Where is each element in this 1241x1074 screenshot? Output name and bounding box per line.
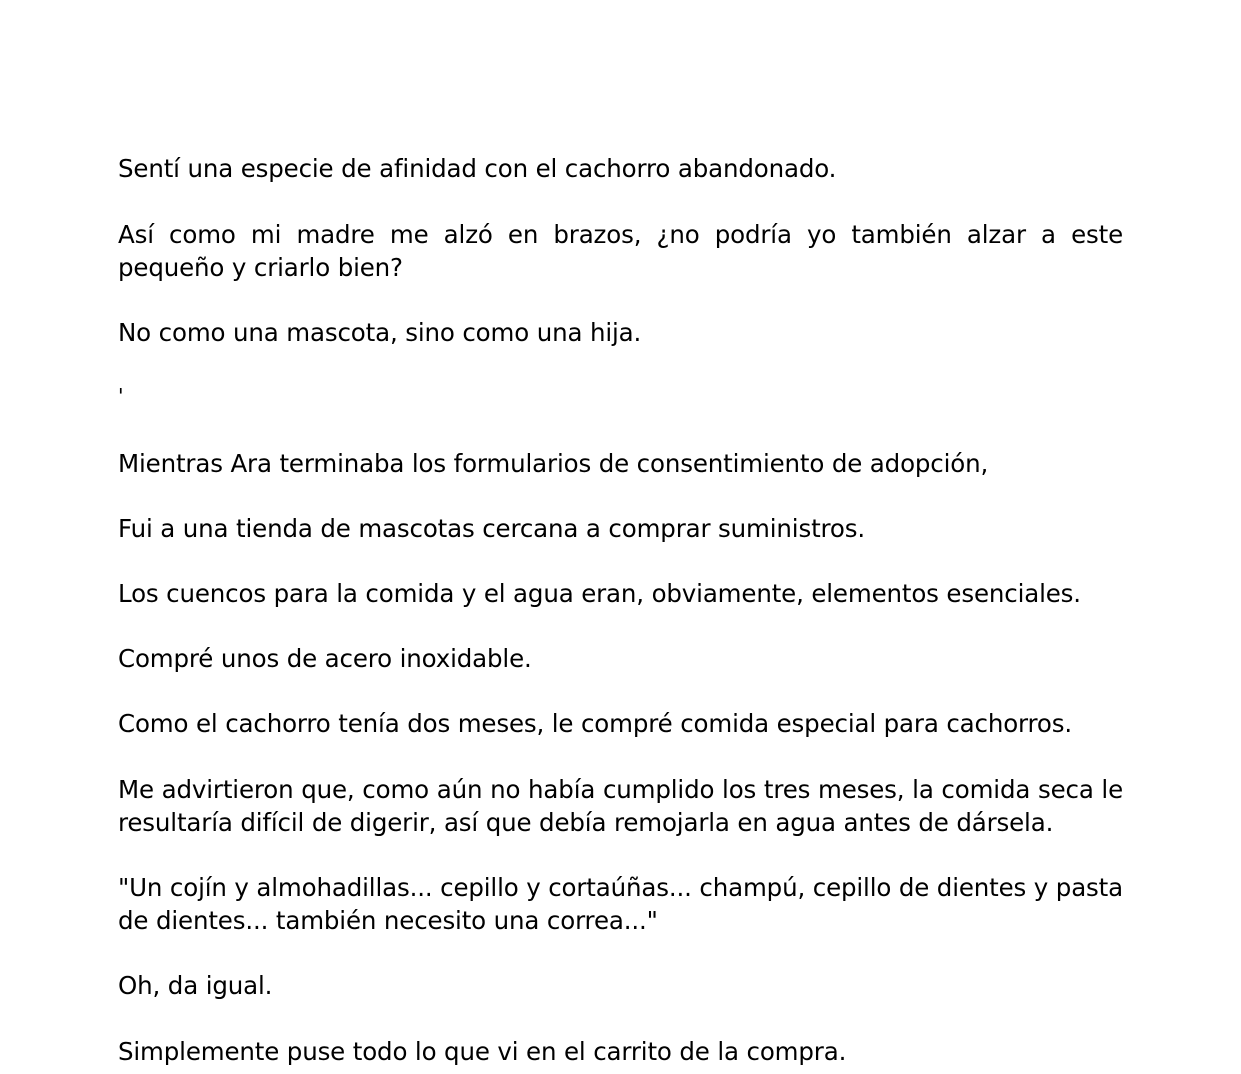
paragraph-2: Así como mi madre me alzó en brazos, ¿no podría yo también alzar a este pequeño y criarlo bien?	[118, 220, 1123, 282]
paragraph-4: Mientras Ara terminaba los formularios de consentimiento de adopción,	[118, 449, 989, 478]
paragraph-5: Fui a una tienda de mascotas cercana a comprar suministros.	[118, 514, 866, 543]
stray-mark: '	[118, 384, 124, 408]
paragraph-12: Simplemente puse todo lo que vi en el carrito de la compra.	[118, 1037, 847, 1066]
paragraph-9: Me advirtieron que, como aún no había cumplido los tres meses, la comida seca le resultaría difícil de digerir, así que debía remojarla en agua antes de dársela.	[118, 775, 1123, 837]
paragraph-3: No como una mascota, sino como una hija.	[118, 318, 642, 347]
paragraph-6: Los cuencos para la comida y el agua eran, obviamente, elementos esenciales.	[118, 579, 1081, 608]
paragraph-10: "Un cojín y almohadillas... cepillo y cortaúñas... champú, cepillo de dientes y pasta de dientes... también necesito una correa..."	[118, 873, 1123, 935]
paragraph-11: Oh, da igual.	[118, 971, 273, 1000]
paragraph-1: Sentí una especie de afinidad con el cachorro abandonado.	[118, 154, 837, 183]
paragraph-7: Compré unos de acero inoxidable.	[118, 644, 532, 673]
paragraph-8: Como el cachorro tenía dos meses, le compré comida especial para cachorros.	[118, 709, 1073, 738]
